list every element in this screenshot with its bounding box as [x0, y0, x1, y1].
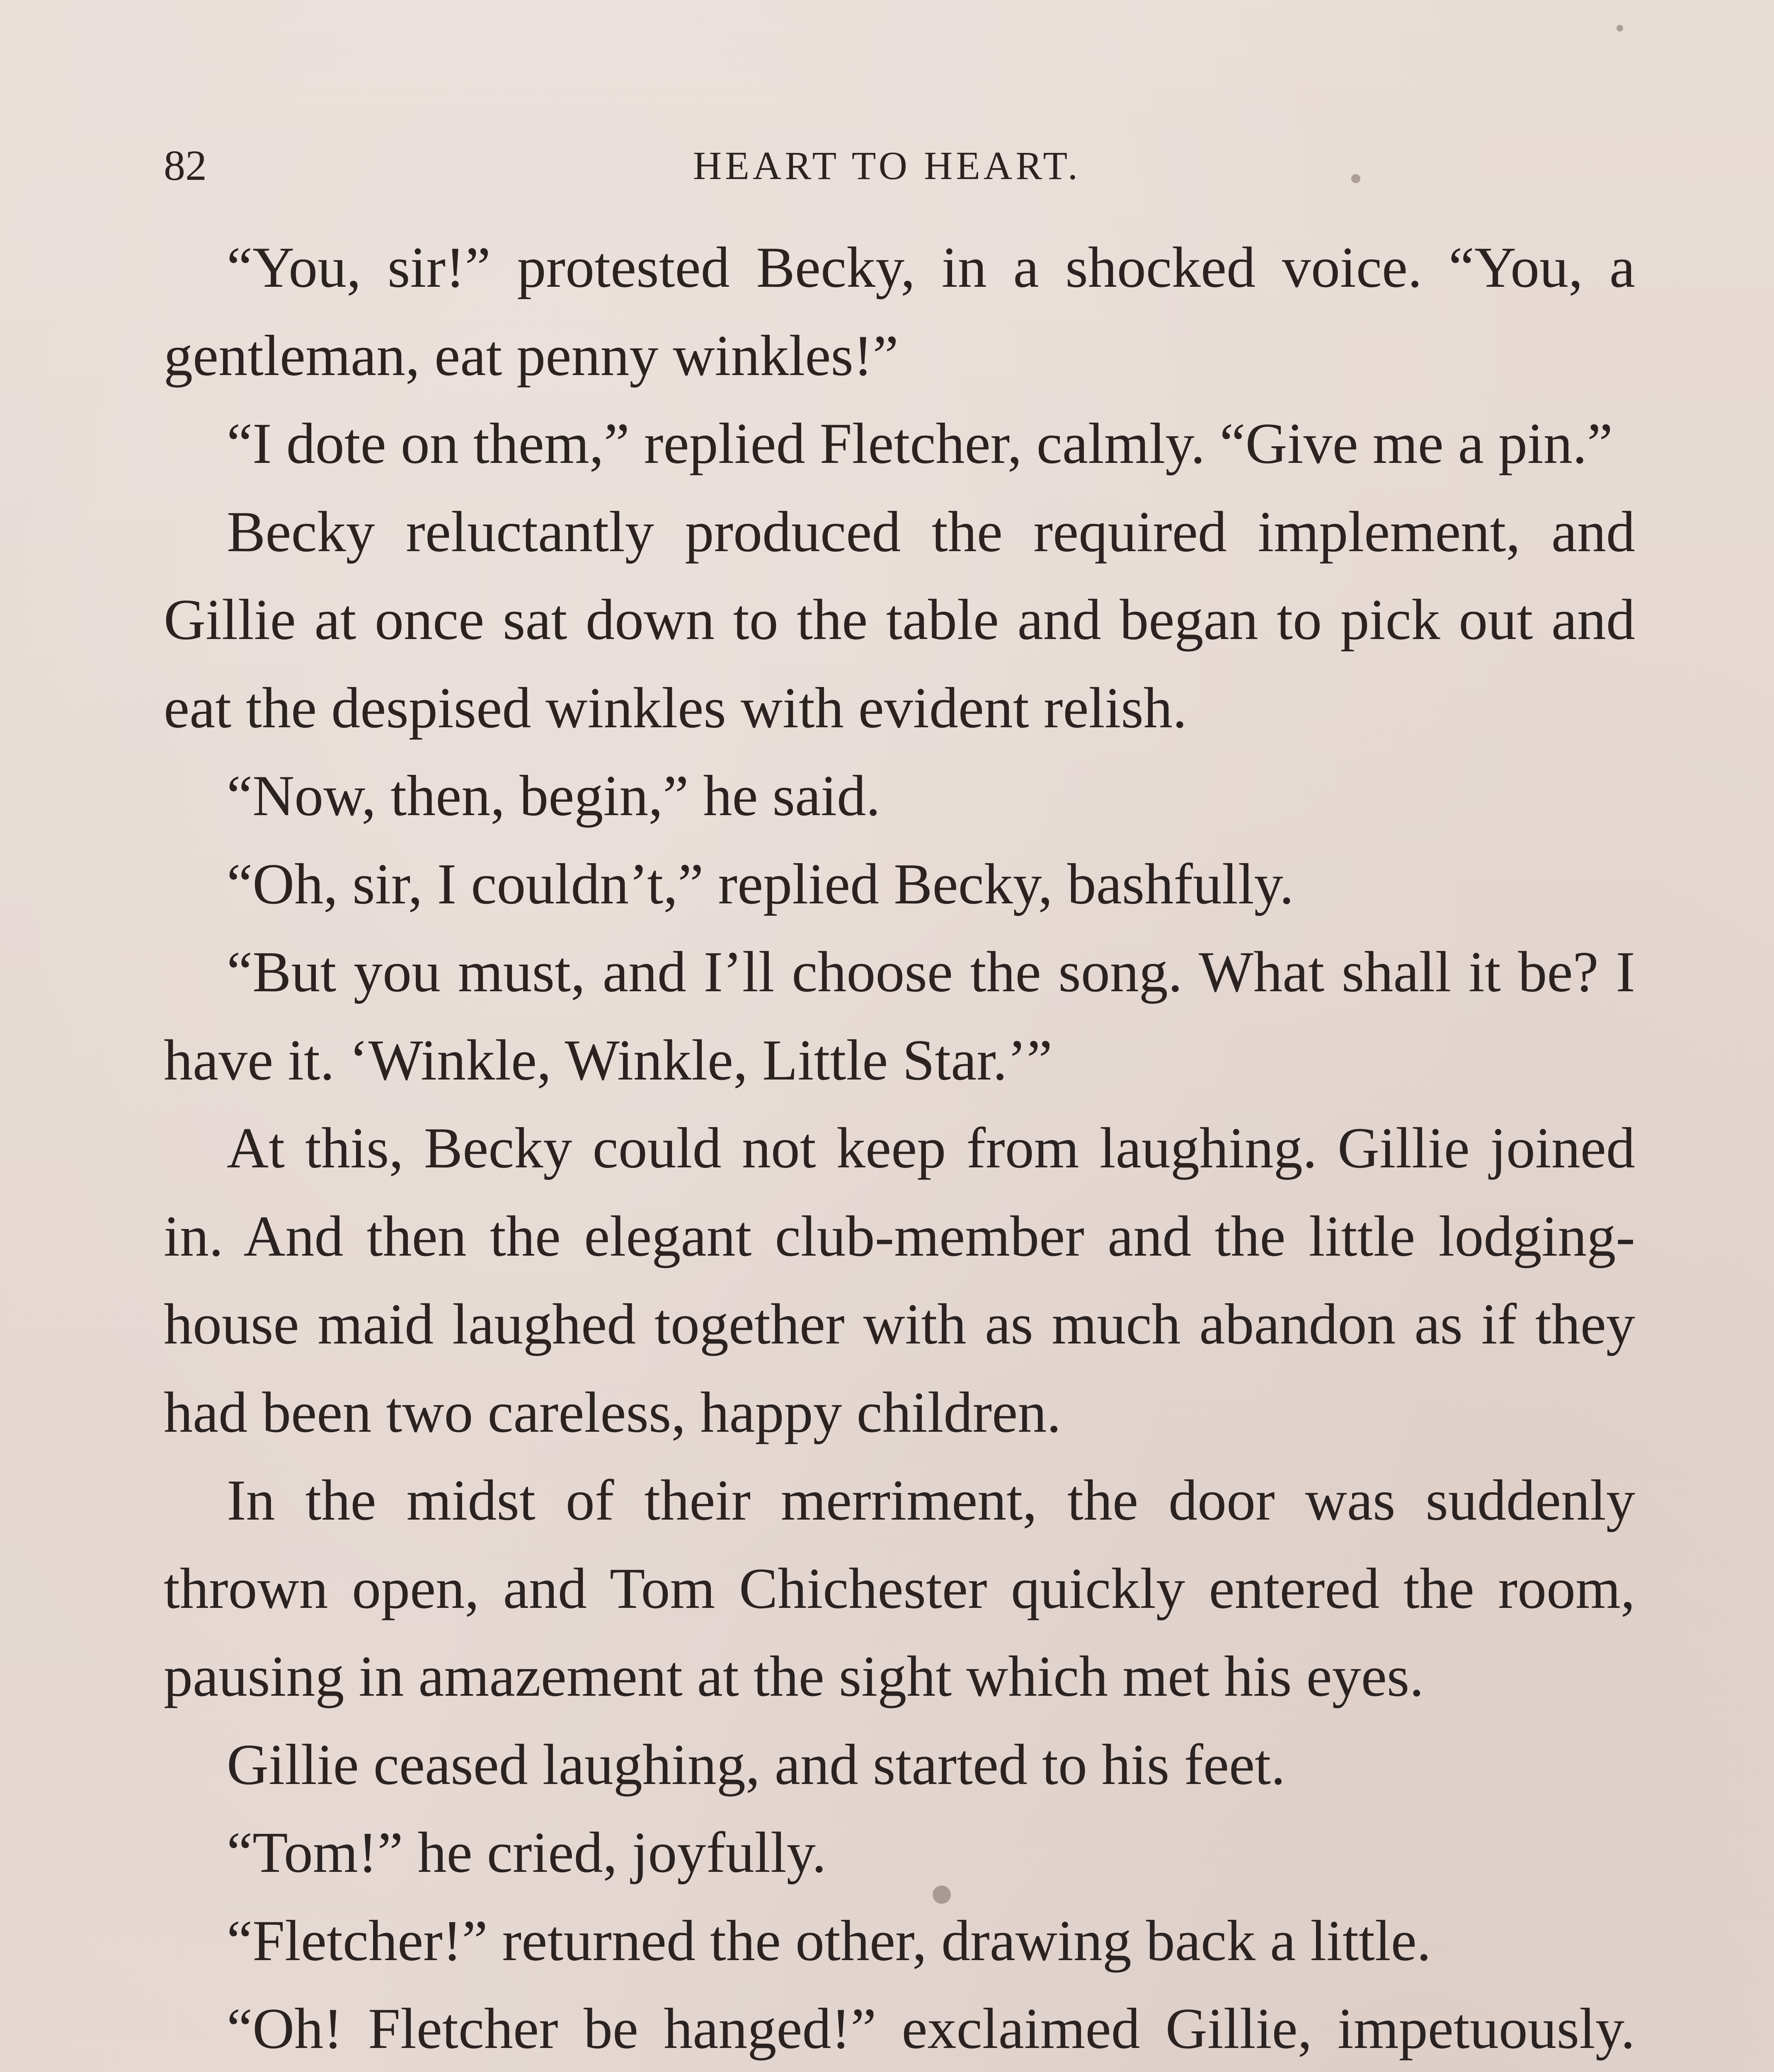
paper-speck [933, 1886, 951, 1904]
paragraph: “Oh, sir, I couldn’t,” replied Becky, bashfully. [227, 852, 1294, 916]
page-header [164, 137, 1610, 195]
paragraph: “But you must, and I’ll choose the song. What shall it be? I have it. ‘Winkle, Winkle, Little Star.’” [164, 940, 1635, 1092]
running-title: HEART TO HEART. [693, 143, 1081, 188]
paragraph: “Tom!” he cried, joyfully. [227, 1820, 826, 1885]
paragraph: “Oh! Fletcher be hanged!” exclaimed Gillie, impetuously. [227, 1997, 1635, 2061]
paper-speck [1616, 25, 1623, 31]
paragraph: “I dote on them,” replied Fletcher, calmly. “Give me a pin.” [227, 411, 1613, 476]
paragraph: “You, sir!” protested Becky, in a shocked voice. “You, a gentleman, eat penny winkles!” [164, 235, 1635, 388]
paragraph: At this, Becky could not keep from laughing. Gillie joined in. And then the elegant club-member and the little lodging-house maid laughed together with as much abandon as if they had been two careless, happy children. [164, 1116, 1635, 1445]
paper-speck [1351, 174, 1360, 183]
page-number: 82 [164, 142, 207, 189]
paragraph: Becky reluctantly produced the required implement, and Gillie at once sat down to the table and began to pick out and eat the despised winkles with evident relish. [164, 499, 1635, 740]
paragraph: Gillie ceased laughing, and started to his feet. [227, 1732, 1286, 1797]
paragraph: “Now, then, begin,” he said. [227, 764, 881, 828]
paragraph: “Fletcher!” returned the other, drawing back a little. [227, 1908, 1431, 1973]
paragraph: In the midst of their merriment, the door was suddenly thrown open, and Tom Chichester quickly entered the room, pausing in amazement at the sight which met his eyes. [164, 1468, 1635, 1709]
body-text [164, 224, 1635, 2072]
